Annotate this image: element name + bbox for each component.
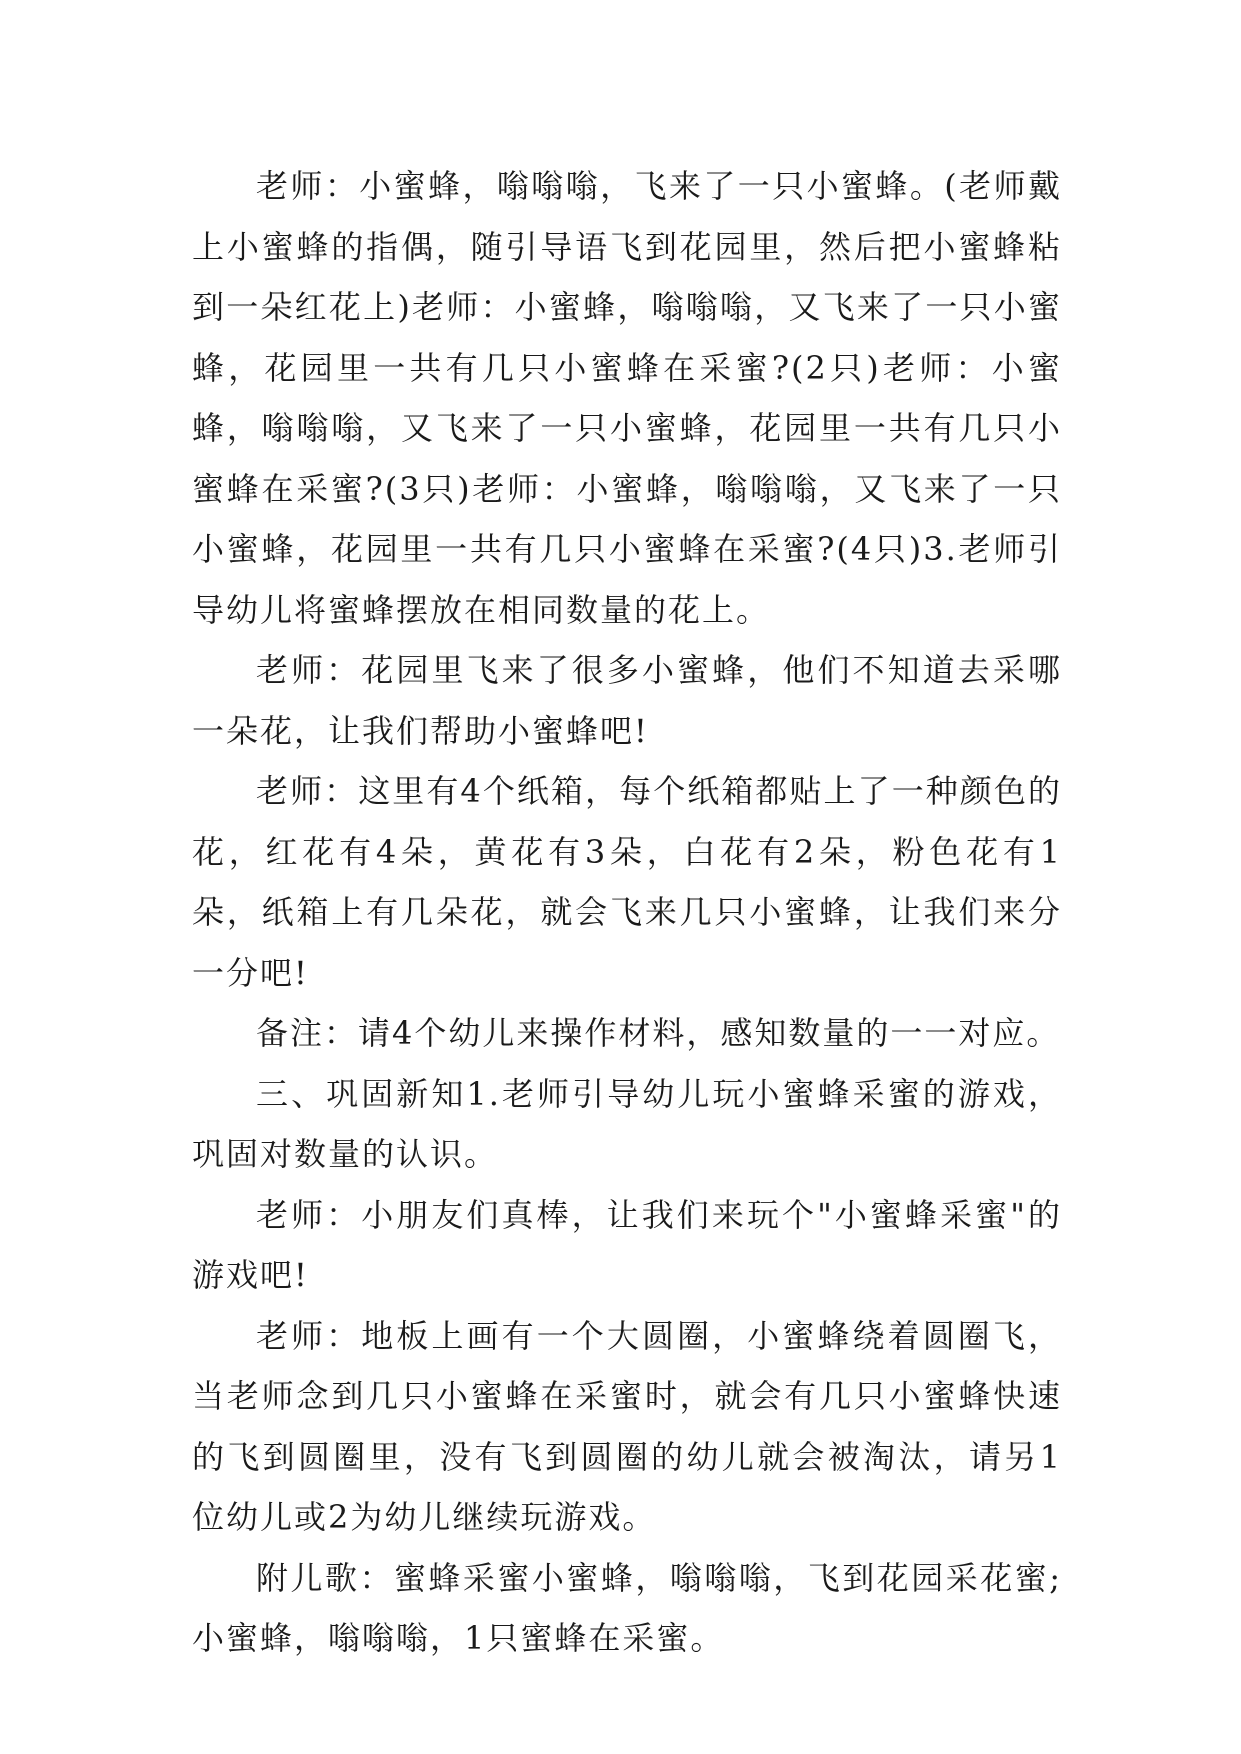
paragraph-note: 备注：请4个幼儿来操作材料，感知数量的一一对应。 bbox=[256, 1014, 1061, 1052]
paragraph-nursery-rhyme: 附儿歌：蜜蜂采蜜小蜜蜂，嗡嗡嗡，飞到花园采花蜜;小蜜蜂，嗡嗡嗡，1只蜜蜂在采蜜。 bbox=[192, 1558, 1062, 1657]
document-body bbox=[192, 156, 1062, 1669]
paragraph-consolidate: 三、巩固新知1.老师引导幼儿玩小蜜蜂采蜜的游戏，巩固对数量的认识。 bbox=[192, 1074, 1062, 1173]
paragraph-game-intro: 老师：小朋友们真棒，让我们来玩个"小蜜蜂采蜜"的游戏吧! bbox=[192, 1195, 1062, 1294]
paragraph-game-rules: 老师：地板上画有一个大圆圈，小蜜蜂绕着圆圈飞，当老师念到几只小蜜蜂在采蜜时，就会有几只小蜜蜂快速的飞到圆圈里，没有飞到圆圈的幼儿就会被淘汰，请另1位幼儿或2为幼儿继续玩游戏。 bbox=[192, 1316, 1062, 1536]
paragraph-flower-boxes: 老师：这里有4个纸箱，每个纸箱都贴上了一种颜色的花，红花有4朵，黄花有3朵，白花有2朵，粉色花有1朵，纸箱上有几朵花，就会飞来几只小蜜蜂，让我们来分一分吧! bbox=[192, 772, 1062, 992]
paragraph-bee-counting: 老师：小蜜蜂，嗡嗡嗡，飞来了一只小蜜蜂。(老师戴上小蜜蜂的指偶，随引导语飞到花园里，然后把小蜜蜂粘到一朵红花上)老师：小蜜蜂，嗡嗡嗡，又飞来了一只小蜜蜂，花园里一共有几只小蜜蜂在采蜜?(2只)老师：小蜜蜂，嗡嗡嗡，又飞来了一只小蜜蜂，花园里一共有几只小蜜蜂在采蜜?(3只)老师：小蜜蜂，嗡嗡嗡，又飞来了一只小蜜蜂，花园里一共有几只小蜜蜂在采蜜?(4只)3.老师引导幼儿将蜜蜂摆放在相同数量的花上。 bbox=[192, 167, 1062, 629]
paragraph-help-bees: 老师：花园里飞来了很多小蜜蜂，他们不知道去采哪一朵花，让我们帮助小蜜蜂吧! bbox=[192, 651, 1062, 750]
